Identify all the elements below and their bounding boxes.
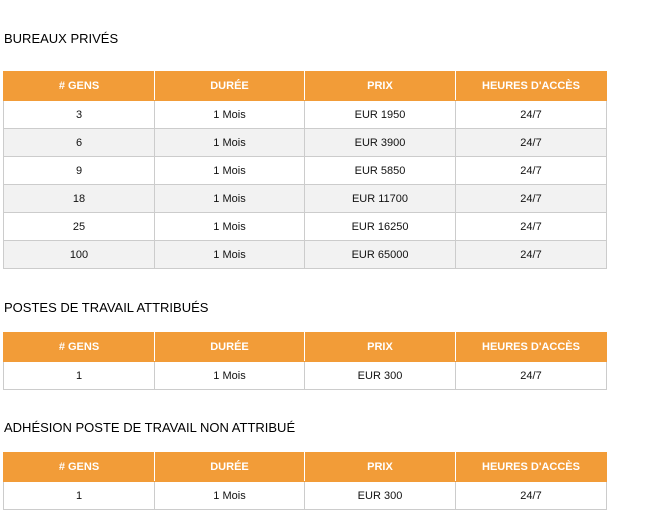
table-row (4, 185, 607, 213)
header-access-hours: HEURES D'ACCÈS (456, 333, 607, 362)
table-row (4, 362, 607, 390)
section-title-private-offices: BUREAUX PRIVÉS (4, 31, 119, 46)
table-row (4, 213, 607, 241)
cell-price: EUR 300 (305, 482, 456, 510)
cell-duration: 1 Mois (155, 241, 305, 269)
header-price: PRIX (305, 72, 456, 101)
cell-duration: 1 Mois (155, 482, 305, 510)
cell-price: EUR 16250 (305, 213, 456, 241)
cell-access-hours: 24/7 (456, 482, 607, 510)
cell-people: 100 (4, 241, 155, 269)
cell-price: EUR 11700 (305, 185, 456, 213)
header-access-hours: HEURES D'ACCÈS (456, 453, 607, 482)
cell-price: EUR 300 (305, 362, 456, 390)
header-people: # GENS (4, 333, 155, 362)
cell-price: EUR 65000 (305, 241, 456, 269)
cell-people: 1 (4, 482, 155, 510)
cell-duration: 1 Mois (155, 129, 305, 157)
header-duration: DURÉE (155, 72, 305, 101)
cell-price: EUR 1950 (305, 101, 456, 129)
table-row (4, 129, 607, 157)
header-people: # GENS (4, 453, 155, 482)
header-people: # GENS (4, 72, 155, 101)
cell-duration: 1 Mois (155, 362, 305, 390)
hot-desk-membership-table (3, 452, 607, 510)
section-title-hot-desk-membership: ADHÉSION POSTE DE TRAVAIL NON ATTRIBUÉ (4, 420, 296, 435)
table-row (4, 101, 607, 129)
cell-people: 9 (4, 157, 155, 185)
section-title-dedicated-desks: POSTES DE TRAVAIL ATTRIBUÉS (4, 300, 209, 315)
table-header-row (4, 72, 607, 101)
table-row (4, 482, 607, 510)
cell-price: EUR 5850 (305, 157, 456, 185)
table-header-row (4, 333, 607, 362)
cell-people: 3 (4, 101, 155, 129)
cell-access-hours: 24/7 (456, 362, 607, 390)
table-row (4, 157, 607, 185)
cell-duration: 1 Mois (155, 213, 305, 241)
cell-people: 1 (4, 362, 155, 390)
header-duration: DURÉE (155, 333, 305, 362)
cell-access-hours: 24/7 (456, 101, 607, 129)
cell-access-hours: 24/7 (456, 129, 607, 157)
header-price: PRIX (305, 453, 456, 482)
cell-price: EUR 3900 (305, 129, 456, 157)
table-header-row (4, 453, 607, 482)
cell-access-hours: 24/7 (456, 157, 607, 185)
header-price: PRIX (305, 333, 456, 362)
table-row (4, 241, 607, 269)
cell-duration: 1 Mois (155, 101, 305, 129)
private-offices-table (3, 71, 607, 269)
cell-access-hours: 24/7 (456, 185, 607, 213)
dedicated-desks-table (3, 332, 607, 390)
cell-people: 6 (4, 129, 155, 157)
cell-people: 18 (4, 185, 155, 213)
cell-people: 25 (4, 213, 155, 241)
cell-duration: 1 Mois (155, 157, 305, 185)
cell-duration: 1 Mois (155, 185, 305, 213)
header-access-hours: HEURES D'ACCÈS (456, 72, 607, 101)
cell-access-hours: 24/7 (456, 213, 607, 241)
cell-access-hours: 24/7 (456, 241, 607, 269)
header-duration: DURÉE (155, 453, 305, 482)
